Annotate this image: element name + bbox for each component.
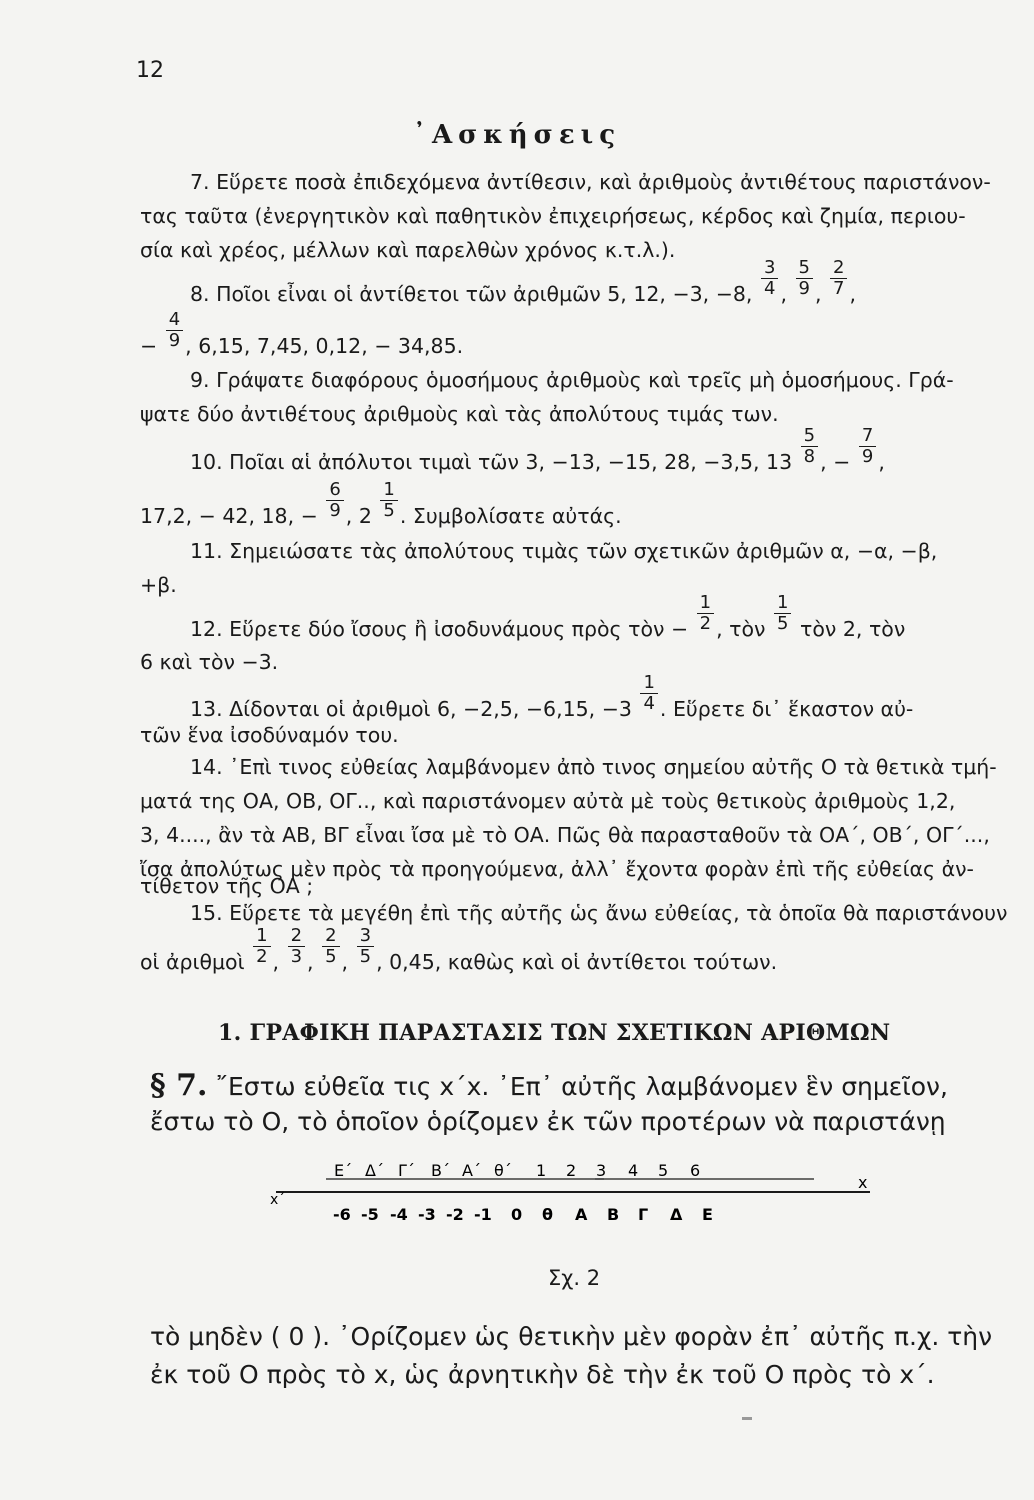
exercise-13-line-2: τῶν ἕνα ἰσοδύναμόν του. (140, 723, 399, 747)
fraction: $\frac{1}{5}$ (380, 480, 397, 521)
exercise-8-text: 8. Ποῖοι εἶναι οἱ ἀντίθετοι τῶν ἀριθμῶν 5, 12, −3, −8, (190, 281, 753, 306)
exercise-8-line-2: − $\frac{4}{9}$ , 6,15, 7,45, 0,12, − 34,85. (140, 309, 464, 358)
lower-tick-label: θ (542, 1205, 553, 1224)
print-mark (742, 1417, 752, 1420)
figure-caption: Σχ. 2 (548, 1266, 601, 1290)
fraction: $\frac{1}{2}$ (697, 593, 714, 634)
exercise-9-line-1: 9. Γράψατε διαφόρους ὁμοσήμους ἀριθμοὺς καὶ τρεῖς μὴ ὁμοσήμους. Γρά- (190, 368, 954, 392)
upper-tick-label: Γ΄ (398, 1161, 415, 1180)
exercise-14-line-2: ματά της ΟΑ, ΟΒ, ΟΓ.., καὶ παριστάνομεν αὐτὰ μὲ τοὺς θετικοὺς ἀριθμοὺς 1,2, (140, 789, 956, 813)
exercise-12-line-1: 12. Εὕρετε δύο ἴσους ἢ ἰσοδυνάμους πρὸς τὸν − $\frac{1}{2}$ , τὸν $\frac{1}{5}$ τὸν 2, τὸν (190, 592, 906, 641)
exercise-15-line-1: 15. Εὕρετε τὰ μεγέθη ἐπὶ τῆς αὐτῆς ὡς ἄνω εὐθείας, τὰ ὁποῖα θὰ παριστάνουν (190, 901, 1008, 925)
fraction: $\frac{1}{2}$ (253, 926, 270, 967)
exercise-9-line-2: ψατε δύο ἀντιθέτους ἀριθμοὺς καὶ τὰς ἀπολύτους τιμάς των. (140, 402, 779, 426)
exercise-7-line-3: σία καὶ χρέος, μέλλων καὶ παρελθὼν χρόνος κ.τ.λ.). (140, 238, 676, 262)
fraction: $\frac{3}{4}$ (761, 258, 778, 299)
lower-tick-label: -4 (390, 1205, 408, 1224)
section-title: 1. ΓΡΑΦΙΚΗ ΠΑΡΑΣΤΑΣΙΣ ΤΩΝ ΣΧΕΤΙΚΩΝ ΑΡΙΘΜΩΝ (218, 1020, 891, 1046)
lower-tick-label: -1 (474, 1205, 492, 1224)
exercise-7-line-2: τας ταῦτα (ἐνεργητικὸν καὶ παθητικὸν ἐπιχειρήσεως, κέρδος καὶ ζημία, περιου- (140, 204, 966, 228)
upper-tick-label: 6 (690, 1161, 701, 1180)
fraction: $\frac{2}{5}$ (322, 926, 339, 967)
upper-tick-label: 1 (536, 1161, 547, 1180)
paragraph-7-line-2: ἔστω τὸ Ο, τὸ ὁποῖον ὁρίζομεν ἐκ τῶν προτέρων νὰ παριστάνῃ (150, 1107, 946, 1136)
exercise-11-line-1: 11. Σημειώσατε τὰς ἀπολύτους τιμὰς τῶν σχετικῶν ἀριθμῶν α, −α, −β, (190, 539, 938, 563)
fraction: $\frac{5}{8}$ (801, 426, 818, 467)
exercise-10-line-2: 17,2, − 42, 18, − $\frac{6}{9}$ , 2 $\frac{1}{5}$ . Συμβολίσατε αὐτάς. (140, 479, 622, 528)
lower-tick-label: -3 (418, 1205, 436, 1224)
upper-tick-label: Α΄ (462, 1161, 481, 1180)
lower-labels (333, 1205, 713, 1224)
exercise-12-line-2: 6 καὶ τὸν −3. (140, 650, 279, 674)
fraction: $\frac{4}{9}$ (166, 310, 183, 351)
exercise-10-line-1: 10. Ποῖαι αἱ ἀπόλυτοι τιμαὶ τῶν 3, −13, −15, 28, −3,5, 13 $\frac{5}{8}$ , − $\frac{7}{9}$ , (190, 425, 885, 474)
exercise-14-line-1: 14. ᾿Επὶ τινος εὐθείας λαμβάνομεν ἀπὸ τινος σημείου αὐτῆς Ο τὰ θετικὰ τμή- (190, 755, 997, 779)
upper-tick-label: Ε΄ (334, 1161, 353, 1180)
upper-tick-label: 2 (566, 1161, 577, 1180)
paragraph-7-line-1: § 7. ῎Εστω εὐθεῖα τις x΄x. ᾿Επ᾿ αὐτῆς λαμβάνομεν ἓν σημεῖον, (150, 1068, 948, 1103)
exercise-14-line-5: τίθετον τῆς ΟΑ ; (140, 874, 314, 898)
section-symbol: § 7. (150, 1068, 208, 1103)
lower-tick-label: -6 (333, 1205, 351, 1224)
left-end-label: x΄ (270, 1192, 286, 1208)
fraction: $\frac{2}{7}$ (830, 258, 847, 299)
exercise-11-line-2: +β. (140, 573, 177, 597)
lower-tick-label: Γ (638, 1205, 649, 1224)
number-line-figure (270, 1158, 880, 1238)
fraction: $\frac{6}{9}$ (326, 480, 343, 521)
fraction: $\frac{3}{5}$ (357, 926, 374, 967)
upper-labels (334, 1161, 700, 1180)
exercise-15-line-2: οἱ ἀριθμοὶ $\frac{1}{2}$ , $\frac{2}{3}$ , $\frac{2}{5}$ , $\frac{3}{5}$ , 0,45, καθὼς καὶ οἱ ἀντίθετοι τούτων. (140, 925, 778, 974)
upper-tick-label: Δ΄ (365, 1161, 384, 1180)
lower-tick-label: -5 (361, 1205, 379, 1224)
final-line-2: ἐκ τοῦ Ο πρὸς τὸ x, ὡς ἀρνητικὴν δὲ τὴν ἐκ τοῦ Ο πρὸς τὸ x΄. (150, 1360, 935, 1389)
final-line-1: τὸ μηδὲν ( 0 ). ᾿Ορίζομεν ὡς θετικὴν μὲν φορὰν ἐπ᾿ αὐτῆς π.χ. τὴν (150, 1322, 993, 1351)
fraction: $\frac{7}{9}$ (859, 426, 876, 467)
exercise-14-line-3: 3, 4...., ἂν τὰ ΑΒ, ΒΓ εἶναι ἴσα μὲ τὸ ΟΑ. Πῶς θὰ παρασταθοῦν τὰ ΟΑ΄, ΟΒ΄, ΟΓ΄..., (140, 823, 990, 847)
lower-tick-label: Δ (670, 1205, 683, 1224)
lower-tick-label: -2 (446, 1205, 464, 1224)
upper-tick-label: θ΄ (494, 1161, 512, 1180)
fraction: $\frac{1}{5}$ (774, 593, 791, 634)
exercise-13-line-1: 13. Δίδονται οἱ ἀριθμοὶ 6, −2,5, −6,15, −3 $\frac{1}{4}$ . Εὕρετε δι᾿ ἕκαστον αὐ- (190, 672, 914, 721)
page-number: 12 (136, 58, 164, 83)
lower-tick-label: 0 (511, 1205, 523, 1224)
upper-tick-label: 3 (596, 1161, 607, 1180)
fraction: $\frac{2}{3}$ (288, 926, 305, 967)
lower-tick-label: Ε (702, 1205, 713, 1224)
fraction: $\frac{1}{4}$ (640, 673, 657, 714)
fraction: $\frac{5}{9}$ (796, 258, 813, 299)
lower-tick-label: Β (607, 1205, 620, 1224)
upper-tick-label: 5 (658, 1161, 669, 1180)
lower-tick-label: Α (575, 1205, 588, 1224)
exercises-heading: ᾿Ασκήσεις (412, 120, 622, 150)
upper-tick-label: Β΄ (431, 1161, 450, 1180)
exercise-7-line-1: 7. Εὕρετε ποσὰ ἐπιδεχόμενα ἀντίθεσιν, καὶ ἀριθμοὺς ἀντιθέτους παριστάνον- (190, 170, 991, 194)
right-end-label: x (858, 1173, 868, 1192)
exercise-14-line-4: ἴσα ἀπολύτως μὲν πρὸς τὰ προηγούμενα, ἀλλ᾿ ἔχοντα φορὰν ἐπὶ τῆς εὐθείας ἀν- (140, 857, 974, 881)
upper-tick-label: 4 (628, 1161, 639, 1180)
exercise-8-line-1: 8. Ποῖοι εἶναι οἱ ἀντίθετοι τῶν ἀριθμῶν 5, 12, −3, −8, $\frac{3}{4}$ , $\frac{5}{9}$ , $\frac{2}{7}$ , (190, 257, 856, 306)
